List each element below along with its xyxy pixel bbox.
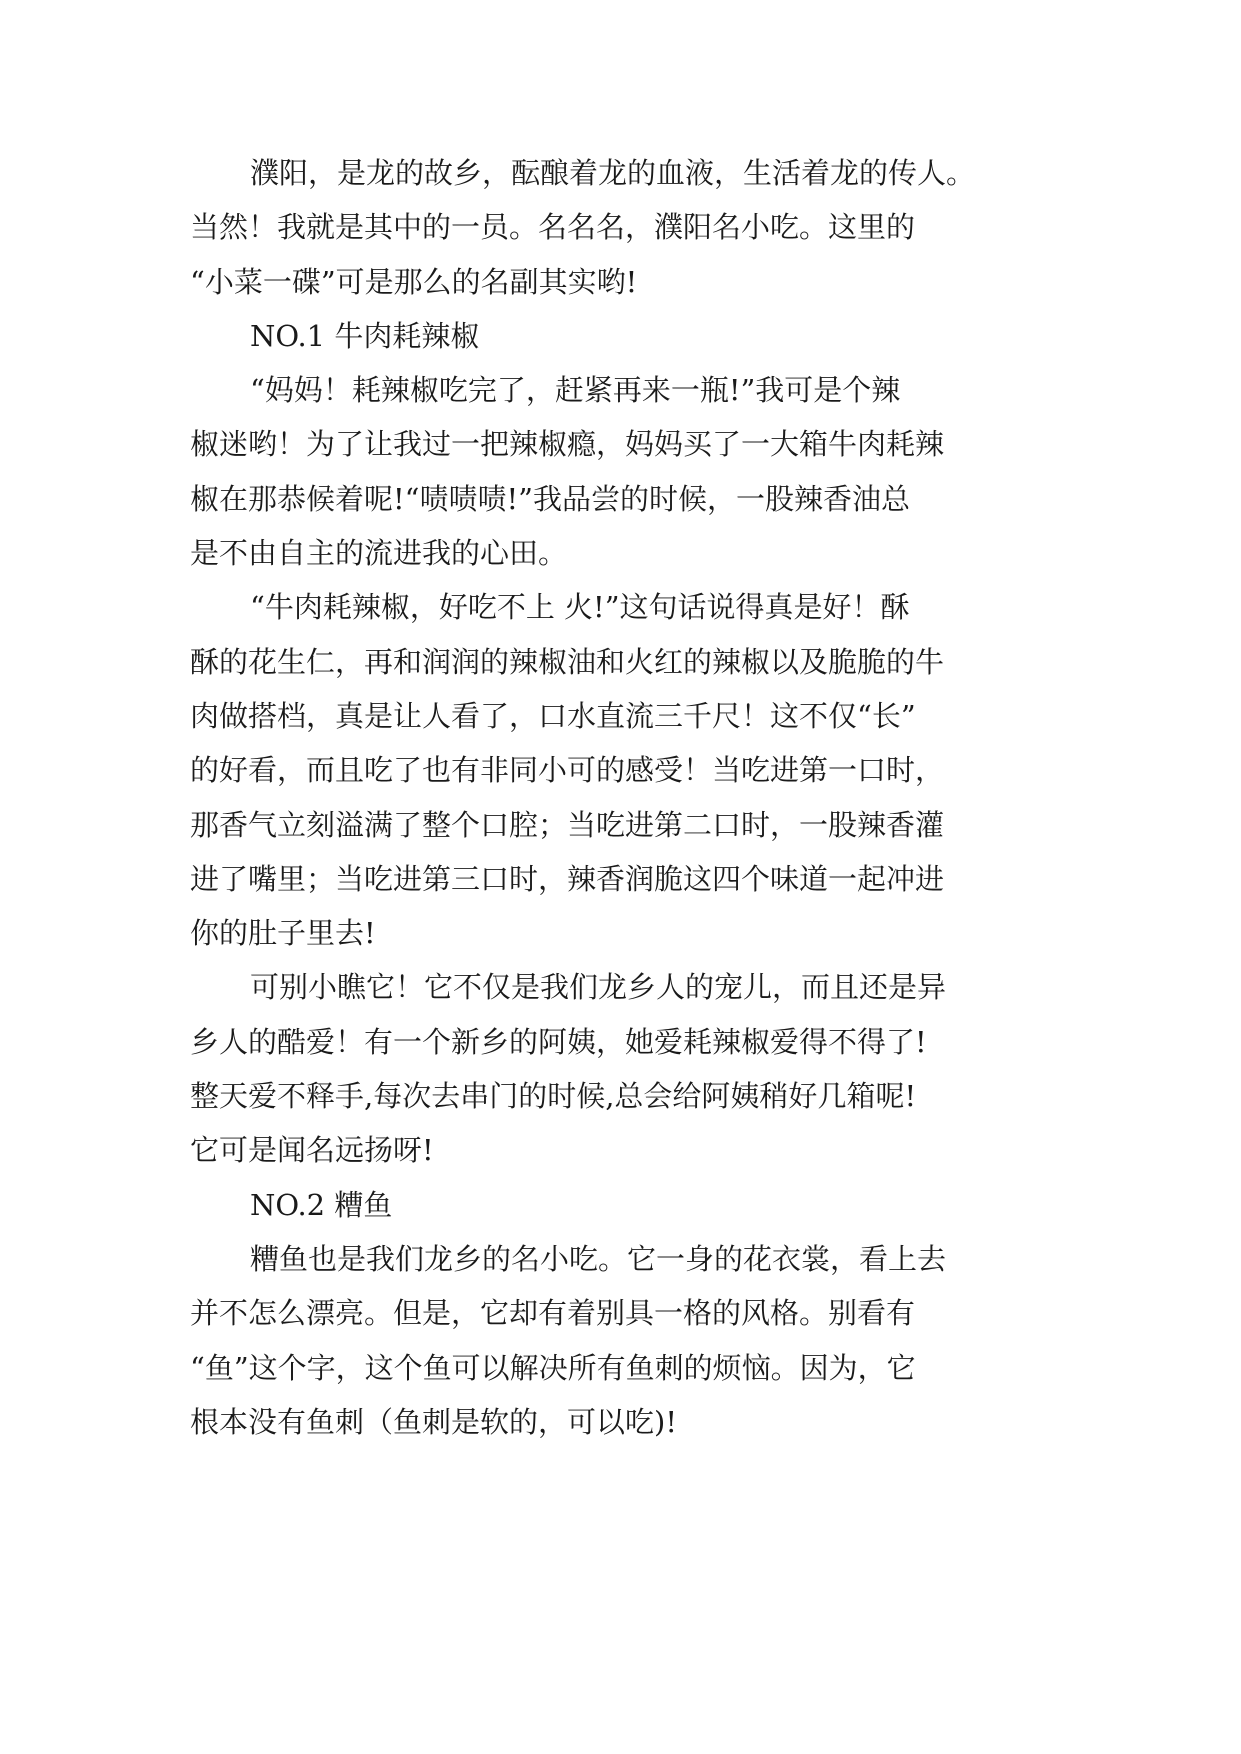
document-body bbox=[190, 146, 1060, 1449]
text-line: 椒在那恭候着呢!“啧啧啧!”我品尝的时候，一股辣香油总 bbox=[190, 481, 910, 516]
text-line: 可别小瞧它！它不仅是我们龙乡人的宠儿，而且还是异 bbox=[250, 970, 947, 1005]
text-line: 你的肚子里去! bbox=[190, 916, 376, 951]
text-line: 椒迷哟！为了让我过一把辣椒瘾，妈妈买了一大箱牛肉耗辣 bbox=[190, 427, 945, 462]
text-line: 糟鱼也是我们龙乡的名小吃。它一身的花衣裳，看上去 bbox=[250, 1241, 947, 1276]
section-heading: NO.2 糟鱼 bbox=[250, 1187, 393, 1222]
text-line: “鱼”这个字，这个鱼可以解决所有鱼刺的烦恼。因为，它 bbox=[190, 1350, 916, 1385]
text-line: “牛肉耗辣椒，好吃不上 火!”这句话说得真是好！酥 bbox=[250, 590, 910, 625]
text-line: 濮阳，是龙的故乡，酝酿着龙的血液，生活着龙的传人。 bbox=[250, 156, 976, 190]
text-line: 酥的花生仁，再和润润的辣椒油和火红的辣椒以及脆脆的牛 bbox=[190, 644, 945, 679]
section-heading: NO.1 牛肉耗辣椒 bbox=[250, 318, 480, 353]
text-line: 当然！我就是其中的一员。名名名，濮阳名小吃。这里的 bbox=[190, 210, 916, 245]
text-line: 根本没有鱼刺（鱼刺是软的，可以吃)! bbox=[190, 1404, 677, 1439]
text-line: “妈妈！耗辣椒吃完了，赶紧再来一瓶!”我可是个辣 bbox=[250, 373, 901, 408]
text-line: “小菜一碟”可是那么的名副其实哟! bbox=[190, 264, 638, 299]
text-line: 的好看，而且吃了也有非同小可的感受！当吃进第一口时， bbox=[190, 753, 945, 788]
text-line: 它可是闻名远扬呀! bbox=[190, 1133, 434, 1168]
text-line: 那香气立刻溢满了整个口腔；当吃进第二口时，一股辣香灌 bbox=[190, 807, 945, 842]
text-line: 整天爱不释手,每次去串门的时候,总会给阿姨稍好几箱呢! bbox=[190, 1079, 917, 1114]
text-line: 肉做搭档，真是让人看了，口水直流三千尺！这不仅“长” bbox=[190, 698, 916, 733]
text-line: 进了嘴里；当吃进第三口时，辣香润脆这四个味道一起冲进 bbox=[190, 861, 945, 896]
text-line: 并不怎么漂亮。但是，它却有着别具一格的风格。别看有 bbox=[190, 1296, 916, 1331]
text-line: 是不由自主的流进我的心田。 bbox=[190, 536, 568, 571]
text-line: 乡人的酷爱！有一个新乡的阿姨，她爱耗辣椒爱得不得了! bbox=[190, 1024, 927, 1059]
